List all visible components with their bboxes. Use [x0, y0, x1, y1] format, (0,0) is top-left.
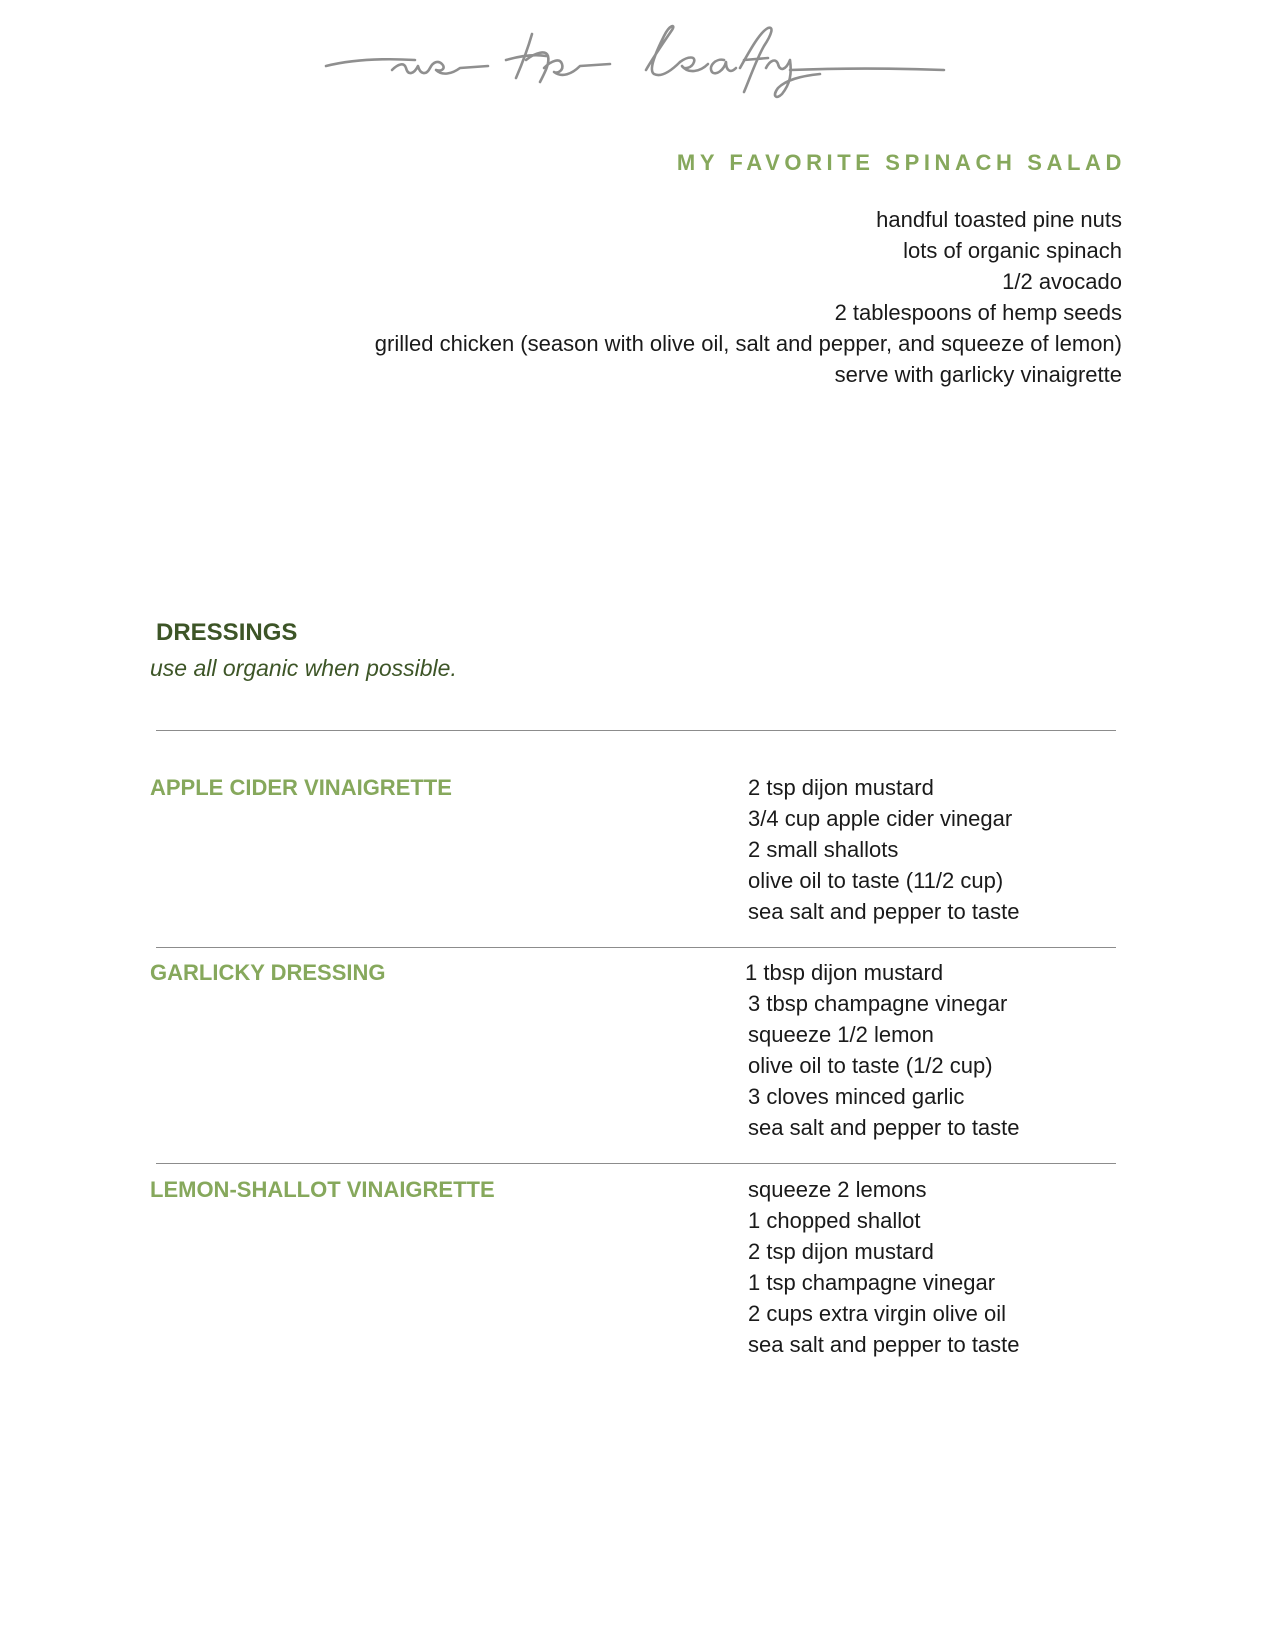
dressing-ingredient: squeeze 2 lemons: [748, 1177, 927, 1202]
salad-ingredient: 1/2 avocado: [1002, 269, 1122, 294]
dressing-ingredient: 1 chopped shallot: [748, 1208, 921, 1233]
spinach-salad-section: [222, 148, 1126, 390]
dressing-ingredient: 1 tbsp dijon mustard: [745, 960, 944, 985]
dressing-ingredient: 1 tsp champagne vinegar: [748, 1270, 996, 1295]
salad-ingredient: lots of organic spinach: [903, 238, 1122, 263]
dressings-header: [150, 618, 457, 684]
dressing-ingredient: sea salt and pepper to taste: [748, 1332, 1020, 1357]
dressing-name: LEMON-SHALLOT VINAIGRETTE: [150, 1177, 495, 1202]
salad-ingredient: grilled chicken (season with olive oil, salt and pepper, and squeeze of lemon): [374, 331, 1122, 356]
salad-ingredient: handful toasted pine nuts: [876, 207, 1122, 232]
dressing-ingredient-list: [748, 1174, 1020, 1360]
dressing-ingredient: olive oil to taste (11/2 cup): [748, 868, 1004, 893]
dressing-ingredient: 3 tbsp champagne vinegar: [748, 991, 1008, 1016]
dressing-ingredient-list: [745, 957, 1020, 1143]
salad-ingredient: 2 tablespoons of hemp seeds: [834, 300, 1122, 325]
dressing-ingredient-list: [748, 772, 1020, 927]
section-divider: [156, 1163, 1116, 1164]
dressing-ingredient: sea salt and pepper to taste: [748, 1115, 1020, 1140]
dressing-ingredient: 3 cloves minced garlic: [748, 1084, 965, 1109]
dressing-ingredient: 2 small shallots: [748, 837, 899, 862]
dressing-ingredient: sea salt and pepper to taste: [748, 899, 1020, 924]
salad-title: MY FAVORITE SPINACH SALAD: [676, 150, 1126, 175]
dressing-ingredient: 2 tsp dijon mustard: [748, 775, 934, 800]
dressings-subtitle: use all organic when possible.: [150, 655, 457, 681]
section-divider: [156, 730, 1116, 731]
we-the-leafy-logo: [320, 20, 950, 100]
dressing-name: GARLICKY DRESSING: [150, 960, 386, 985]
section-divider: [156, 947, 1116, 948]
dressing-ingredient: 2 tsp dijon mustard: [748, 1239, 934, 1264]
dressing-ingredient: 3/4 cup apple cider vinegar: [748, 806, 1013, 831]
dressings-title: DRESSINGS: [156, 619, 298, 646]
salad-ingredient: serve with garlicky vinaigrette: [834, 362, 1122, 387]
dressing-name: APPLE CIDER VINAIGRETTE: [150, 775, 452, 800]
logo-script-graphic: [320, 20, 950, 100]
logo-text: [320, 100, 321, 101]
salad-ingredient-list: [222, 204, 1122, 390]
dressing-ingredient: squeeze 1/2 lemon: [748, 1022, 934, 1047]
dressing-ingredient: 2 cups extra virgin olive oil: [748, 1301, 1007, 1326]
dressing-ingredient: olive oil to taste (1/2 cup): [748, 1053, 993, 1078]
